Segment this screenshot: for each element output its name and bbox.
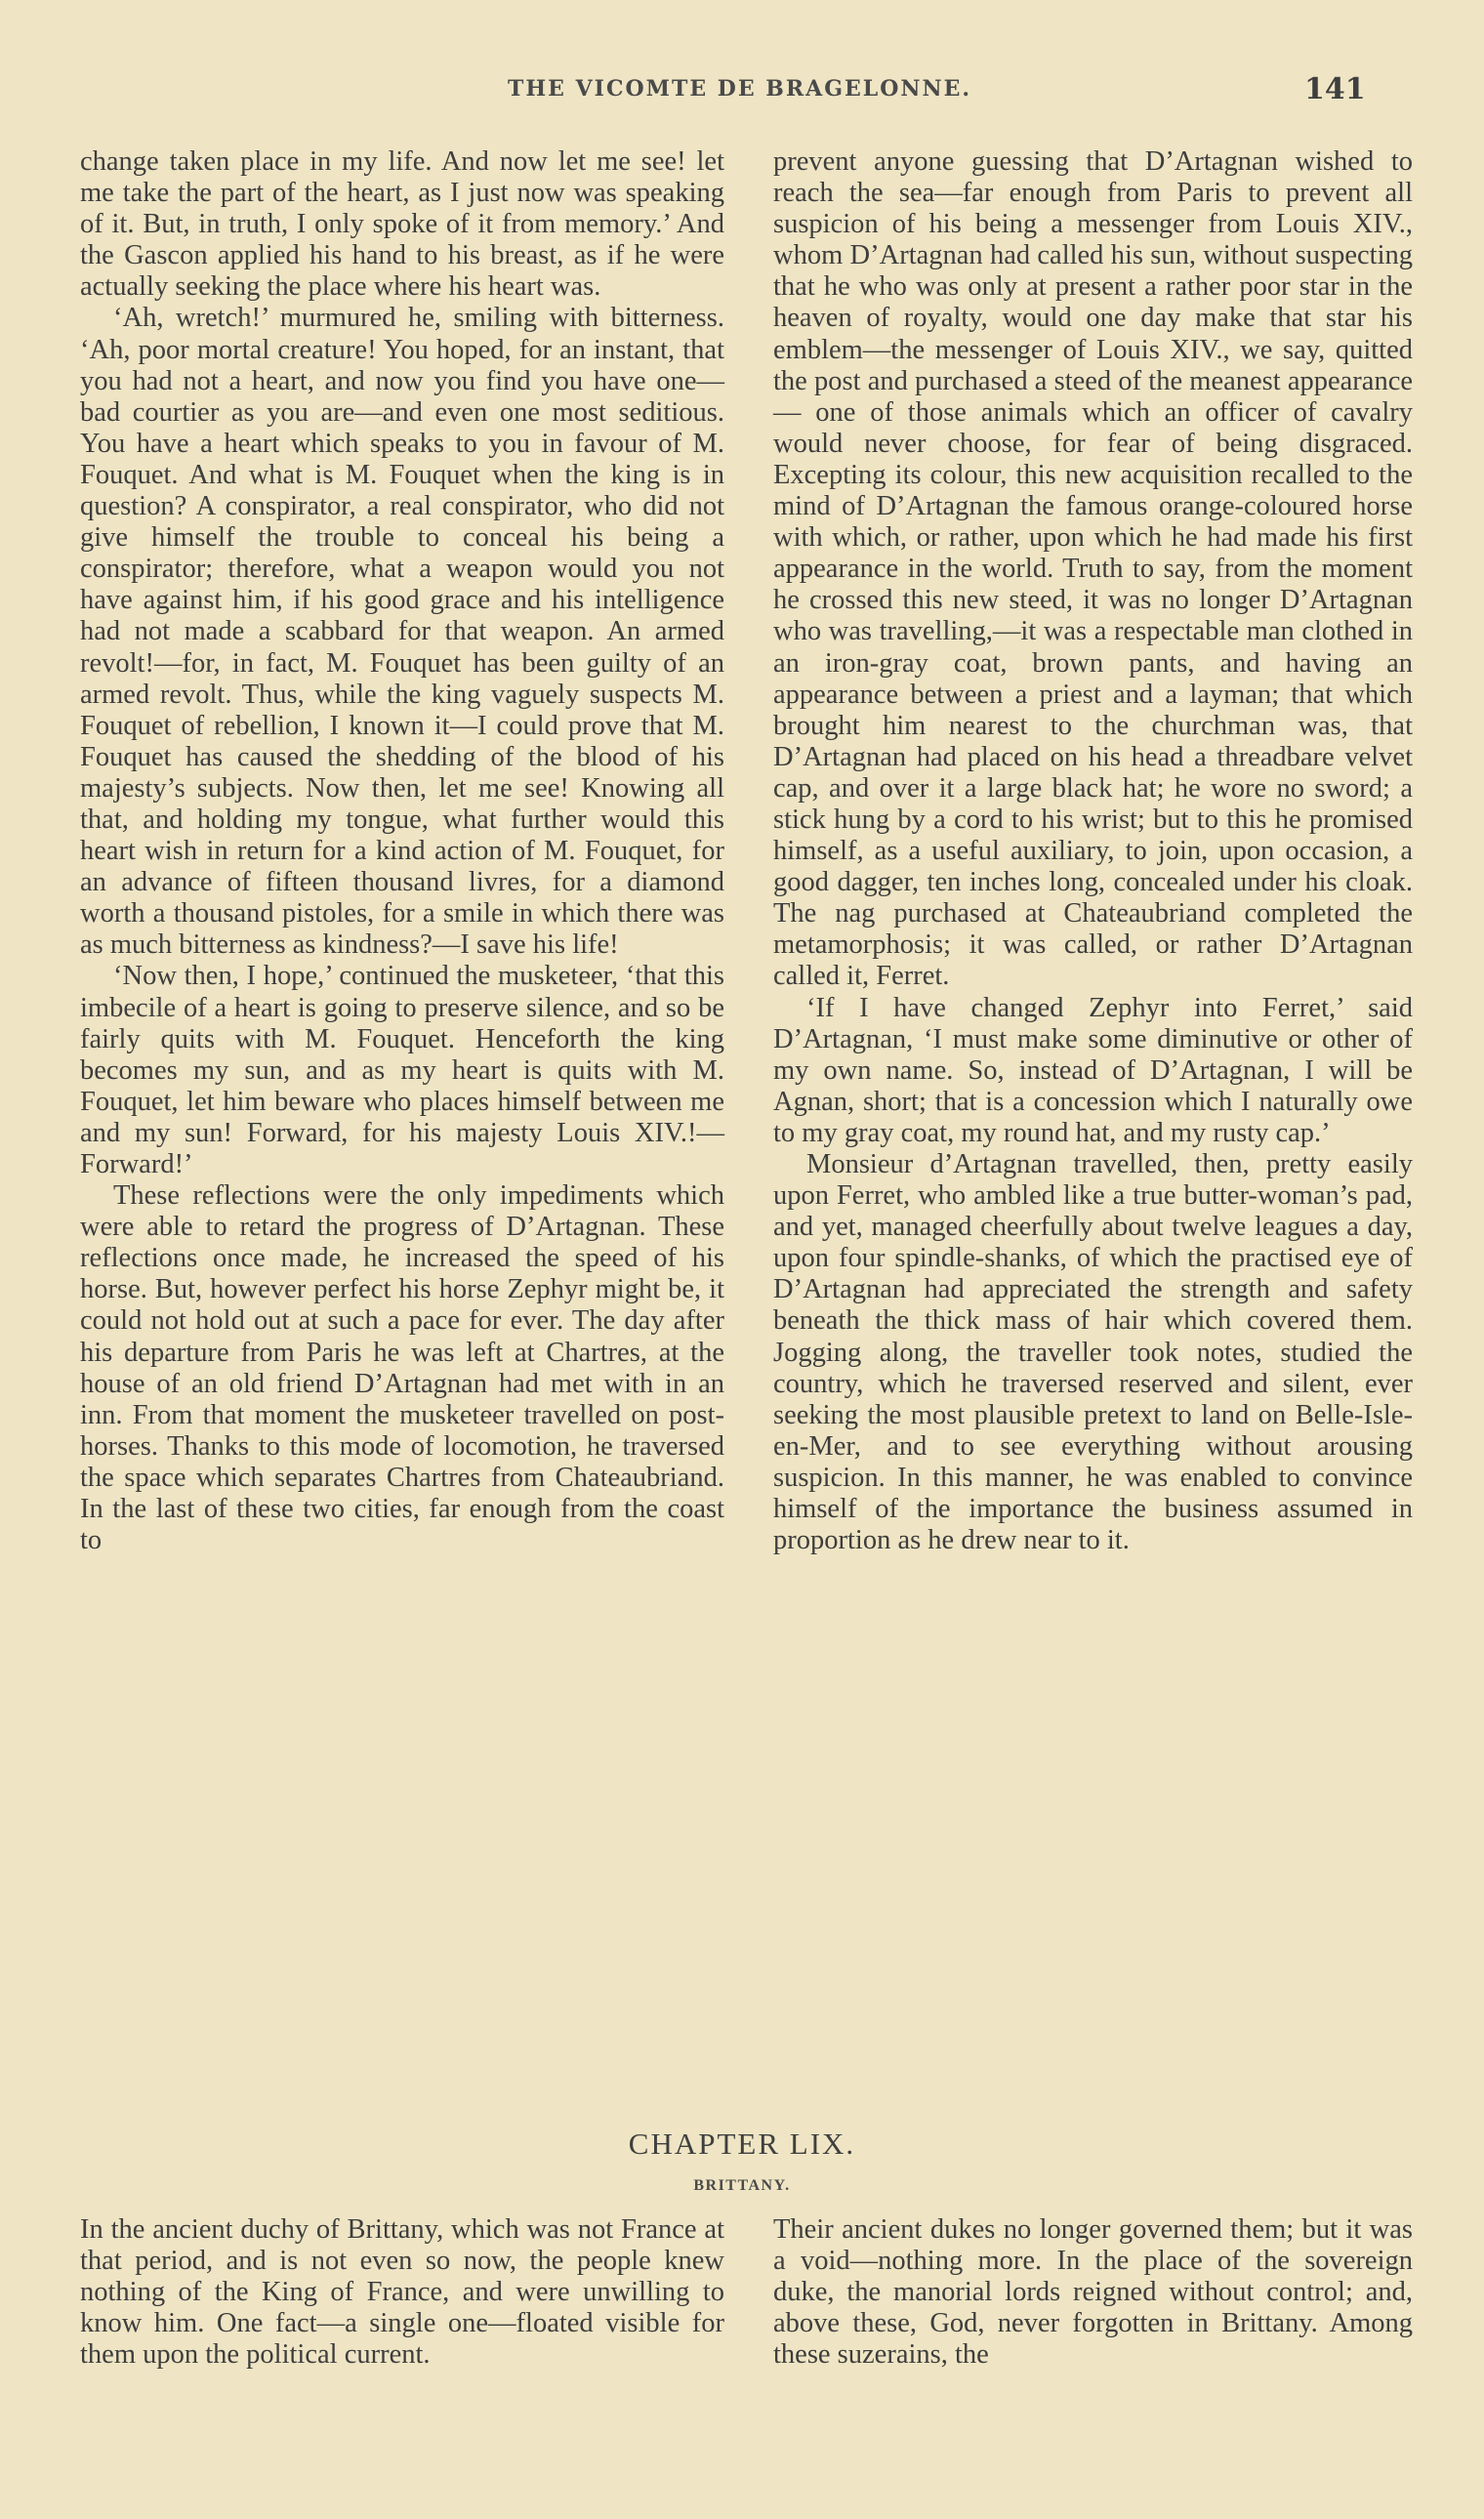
paragraph: ‘Now then, I hope,’ continued the musketeer, ‘that this imbecile of a heart is going to preserve silence, and so be fairly quits with M. Fouquet. Henceforth the king becomes my sun, and as my heart is quits with M. Fouquet, let him beware who places himself between me and my sun! Forward, for his majesty Louis XIV.!—Forward!’ — [80, 961, 724, 1179]
paragraph: These reflections were the only impediments which were able to retard the progress of D’Artagnan. These reflections once made, he increased the speed of his horse. But, however perfect his horse Zephyr might be, it could not hold out at such a pace for ever. The day after his departure from Paris he was left at Chartres, at the house of an old friend D’Artagnan had met with in an inn. From that moment the musketeer travelled on post-horses. Thanks to this mode of locomotion, he traversed the space which separates Chartres from Chateaubriand. In the last of these two cities, far enough from the coast to — [80, 1180, 724, 1556]
chapter-right-column — [773, 2214, 1413, 2371]
running-title: THE VICOMTE DE BRAGELONNE. — [508, 76, 972, 102]
chapter-opening-paragraph: In the ancient duchy of Brittany, which was not France at that period, and is not even so now, the people knew nothing of the King of France, and were unwilling to know him. One fact—a single one—floated visible for them upon the political current. — [80, 2214, 724, 2371]
chapter-left-column — [80, 2214, 724, 2371]
running-head — [0, 72, 1484, 115]
page-number: 141 — [1304, 72, 1366, 106]
chapter-continuation-paragraph: Their ancient dukes no longer governed them; but it was a void—nothing more. In the place of the sovereign duke, the manorial lords reigned without control; and, above these, God, never forgotten in Brittany. Among these suzerains, the — [773, 2214, 1413, 2371]
paragraph: change taken place in my life. And now let me see! let me take the part of the heart, as I just now was speaking of it. But, in truth, I only spoke of it from memory.’ And the Gascon applied his hand to his breast, as if he were actually seeking the place where his heart was. — [80, 146, 724, 303]
paragraph: Monsieur d’Artagnan travelled, then, pretty easily upon Ferret, who ambled like a true butter-woman’s pad, and yet, managed cheerfully about twelve leagues a day, upon four spindle-shanks, of which the practised eye of D’Artagnan had appreciated the strength and safety beneath the thick mass of hair which covered them. Jogging along, the traveller took notes, studied the country, which he traversed reserved and silent, ever seeking the most plausible pretext to land on Belle-Isle-en-Mer, and to see everything without arousing suspicion. In this manner, he was enabled to convince himself of the importance the business assumed in proportion as he drew near to it. — [773, 1149, 1413, 1556]
chapter-subtitle: BRITTANY. — [693, 2177, 791, 2194]
chapter-title: CHAPTER LIX. — [628, 2127, 856, 2161]
paragraph: prevent anyone guessing that D’Artagnan wished to reach the sea—far enough from Paris to prevent all suspicion of his being a messenger from Louis XIV., whom D’Artagnan had called his sun, without suspecting that he who was only at present a rather poor star in the heaven of royalty, would one day make that star his emblem—the messenger of Louis XIV., we say, quitted the post and purchased a steed of the meanest appearance — one of those animals which an officer of cavalry would never choose, for fear of being disgraced. Excepting its colour, this new acquisition recalled to the mind of D’Artagnan the famous orange-coloured horse with which, or rather, upon which he had made his first appearance in the world. Truth to say, from the moment he crossed this new steed, it was no longer D’Artagnan who was travelling,—it was a respectable man clothed in an iron-gray coat, brown pants, and having an appearance between a priest and a layman; that which brought him nearest to the churchman was, that D’Artagnan had placed on his head a threadbare velvet cap, and over it a large black hat; he wore no sword; a stick hung by a cord to his wrist; but to this he promised himself, as a useful auxiliary, to join, upon occasion, a good dagger, ten inches long, concealed under his cloak. The nag purchased at Chateaubriand completed the metamorphosis; it was called, or rather D’Artagnan called it, Ferret. — [773, 146, 1413, 992]
paragraph: ‘If I have changed Zephyr into Ferret,’ said D’Artagnan, ‘I must make some diminutive or other of my own name. So, instead of D’Artagnan, I will be Agnan, short; that is a concession which I naturally owe to my gray coat, my round hat, and my rusty cap.’ — [773, 992, 1413, 1148]
right-column — [773, 146, 1413, 1556]
paragraph: ‘Ah, wretch!’ murmured he, smiling with bitterness. ‘Ah, poor mortal creature! You hoped, for an instant, that you had not a heart, and now you find you have one—bad courtier as you are—and even one most seditious. You have a heart which speaks to you in favour of M. Fouquet. And what is M. Fouquet when the king is in question? A conspirator, a real conspirator, who did not give himself the trouble to conceal his being a conspirator; therefore, what a weapon would you not have against him, if his good grace and his intelligence had not made a scabbard for that weapon. An armed revolt!—for, in fact, M. Fouquet has been guilty of an armed revolt. Thus, while the king vaguely suspects M. Fouquet of rebellion, I known it—I could prove that M. Fouquet has caused the shedding of the blood of his majesty’s subjects. Now then, let me see! Knowing all that, and holding my tongue, what further would this heart wish in return for a kind action of M. Fouquet, for an advance of fifteen thousand livres, for a diamond worth a thousand pistoles, for a smile in which there was as much bitterness as kindness?—I save his life! — [80, 303, 724, 961]
left-column — [80, 146, 724, 1556]
